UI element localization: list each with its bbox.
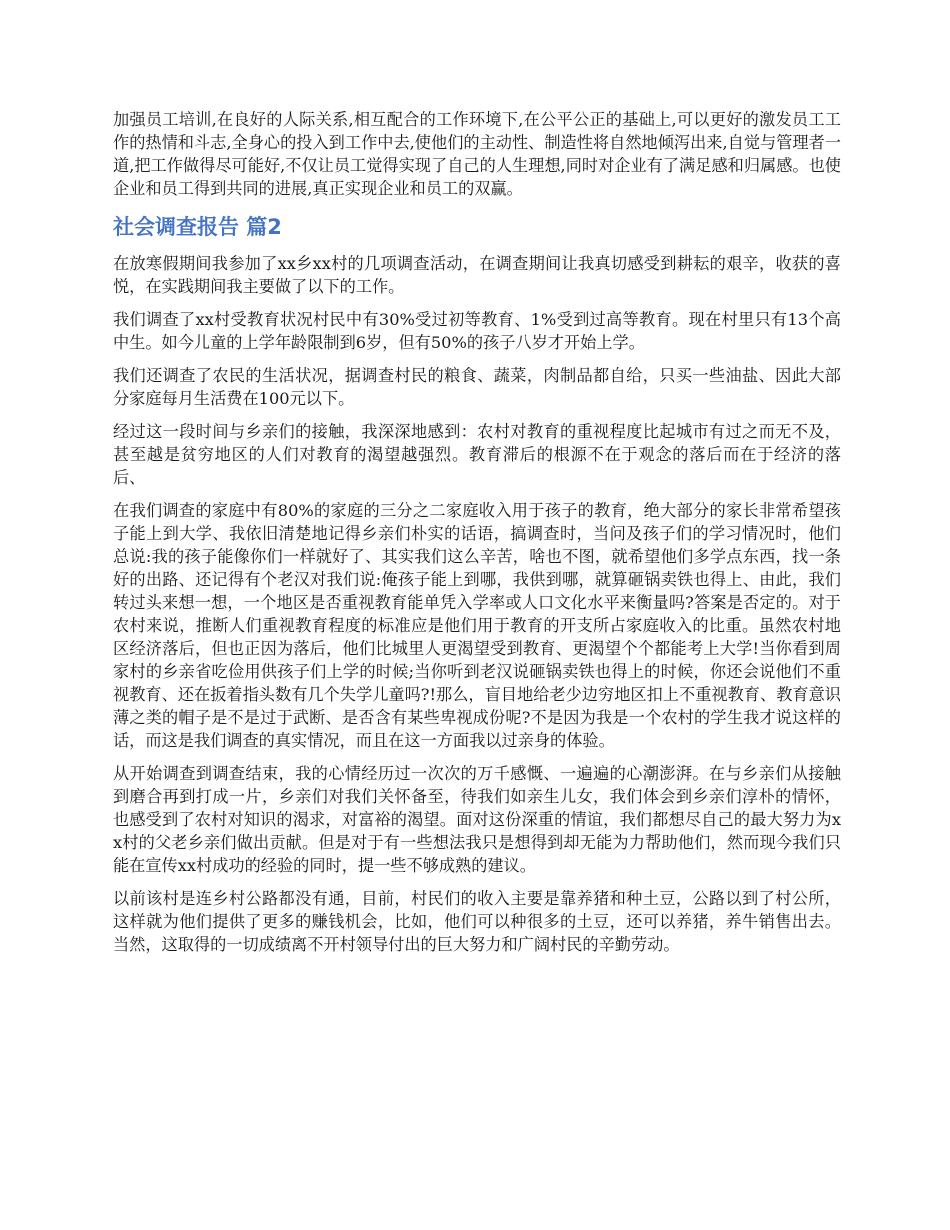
body-paragraph-2: 我们调查了xx村受教育状况村民中有30%受过初等教育、1%受到过高等教育。现在村里只有13个高中生。如今儿童的上学年龄限制到6岁，但有50%的孩子八岁才开始上学。: [113, 310, 841, 352]
body-paragraph-3: 我们还调查了农民的生活状况，据调查村民的粮食、蔬菜，肉制品都自给，只买一些油盐、因此大部分家庭每月生活费在100元以下。: [113, 366, 841, 408]
body-paragraph-4: 经过这一段时间与乡亲们的接触，我深深地感到：农村对教育的重视程度比起城市有过之而无不及，甚至越是贫穷地区的人们对教育的渴望越强烈。教育滞后的根源不在于观念的落后而在于经济的落后、: [113, 422, 841, 487]
intro-paragraph: 加强员工培训,在良好的人际关系,相互配合的工作环境下,在公平公正的基础上,可以更好的激发员工工作的热情和斗志,全身心的投入到工作中去,使他们的主动性、制造性将自然地倾泻出来,自觉与管理者一道,把工作做得尽可能好,不仅让员工觉得实现了自己的人生理想,同时对企业有了满足感和归属感。也使企业和员工得到共同的进展,真正实现企业和员工的双赢。: [113, 110, 841, 198]
body-paragraph-5: 在我们调查的家庭中有80%的家庭的三分之二家庭收入用于孩子的教育，绝大部分的家长非常希望孩子能上到大学、我依旧清楚地记得乡亲们朴实的话语，搞调查时，当问及孩子们的学习情况时，他们总说:我的孩子能像你们一样就好了、其实我们这么辛苦，啥也不图，就希望他们多学点东西，找一条好的出路、还记得有个老汉对我们说:俺孩子能上到哪，我供到哪，就算砸锅卖铁也得上、由此，我们转过头来想一想，一个地区是否重视教育能单凭入学率或人口文化水平来衡量吗?答案是否定的。对于农村来说，推断人们重视教育程度的标准应是他们用于教育的开支所占家庭收入的比重。虽然农村地区经济落后，但也正因为落后，他们比城里人更渴望受到教育、更渴望个个都能考上大学!当你看到周家村的乡亲省吃俭用供孩子们上学的时候;当你听到老汉说砸锅卖铁也得上的时候，你还会说他们不重视教育、还在扳着指头数有几个失学儿童吗?!那么，盲目地给老少边穷地区扣上不重视教育、教育意识薄之类的帽子是不是过于武断、是否含有某些卑视成份呢?不是因为我是一个农村的学生我才说这样的话，而这是我们调查的真实情况，而且在这一方面我以过亲身的体验。: [113, 501, 841, 750]
section-heading: 社会调查报告 篇2: [113, 215, 282, 239]
body-paragraph-1: 在放寒假期间我参加了xx乡xx村的几项调查活动，在调查期间让我真切感受到耕耘的艰辛，收获的喜悦，在实践期间我主要做了以下的工作。: [113, 254, 841, 296]
body-paragraph-6: 从开始调查到调查结束，我的心情经历过一次次的万千感慨、一遍遍的心潮澎湃。在与乡亲们从接触到磨合再到打成一片，乡亲们对我们关怀备至，待我们如亲生儿女，我们体会到乡亲们淳朴的情怀，也感受到了农村对知识的渴求，对富裕的渴望。面对这份深重的情谊，我们都想尽自己的最大努力为xx村的父老乡亲们做出贡献。但是对于有一些想法我只是想得到却无能为力帮助他们，然而现今我们只能在宣传xx村成功的经验的同时，提一些不够成熟的建议。: [113, 764, 841, 875]
body-paragraph-7: 以前该村是连乡村公路都没有通，目前，村民们的收入主要是靠养猪和种土豆，公路以到了村公所，这样就为他们提供了更多的赚钱机会，比如，他们可以种很多的土豆，还可以养猪，养牛销售出去。当然，这取得的一切成绩离不开村领导付出的巨大努力和广阔村民的辛勤劳动。: [113, 889, 841, 954]
document-page: [113, 108, 841, 966]
